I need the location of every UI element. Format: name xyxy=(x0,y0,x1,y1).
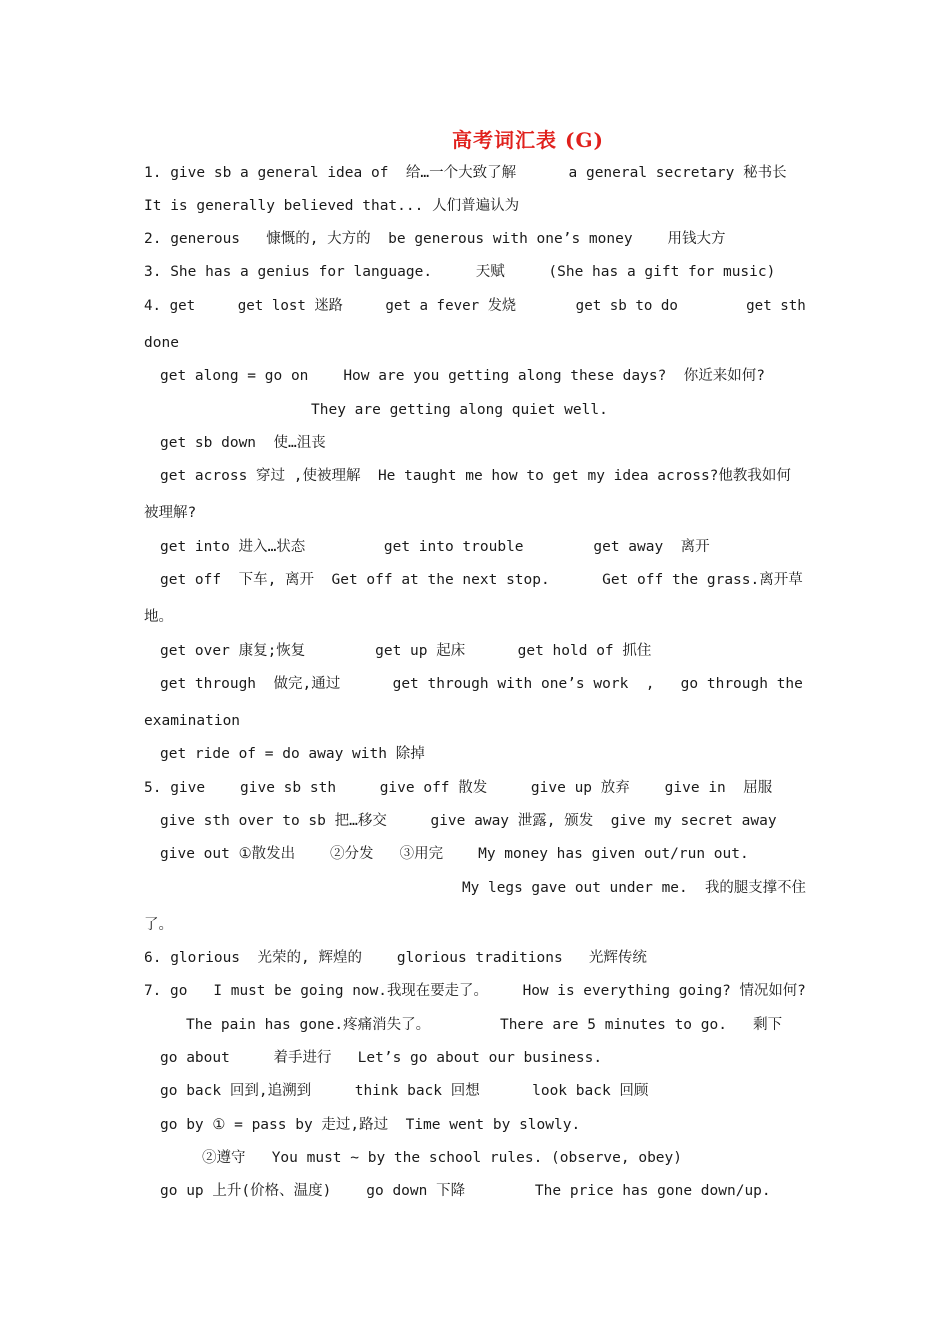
line-14: 地。 xyxy=(144,609,173,625)
line-30: ②遵守 You must ~ by the school rules. (observe, obey) xyxy=(202,1150,682,1166)
line-23: 了。 xyxy=(144,917,173,933)
line-11: 被理解? xyxy=(144,505,197,521)
line-17: examination xyxy=(144,713,241,729)
line-21: give out ①散发出 ②分发 ③用完 My money has given out/run out. xyxy=(160,846,749,862)
line-13: get off 下车, 离开 Get off at the next stop. Get off the grass.离开草 xyxy=(160,572,803,588)
line-15: get over 康复;恢复 get up 起床 get hold of 抓住 xyxy=(160,643,652,659)
page-title: 高考词汇表 (G) xyxy=(452,128,604,152)
line-5: 4. get get lost 迷路 get a fever 发烧 get sb to do get sth xyxy=(144,298,806,314)
line-22: My legs gave out under me. 我的腿支撑不住 xyxy=(462,880,806,896)
line-12: get into 进入…状态 get into trouble get away 离开 xyxy=(160,539,710,555)
line-20: give sth over to sb 把…移交 give away 泄露, 颁发 give my secret away xyxy=(160,813,777,829)
line-24: 6. glorious 光荣的, 辉煌的 glorious traditions 光辉传统 xyxy=(144,950,647,966)
line-26: The pain has gone.疼痛消失了。 There are 5 minutes to go. 剩下 xyxy=(186,1017,783,1033)
line-10: get across 穿过 ,使被理解 He taught me how to get my idea across?他教我如何 xyxy=(160,468,791,484)
line-8: They are getting along quiet well. xyxy=(311,402,608,418)
line-18: get ride of = do away with 除掉 xyxy=(160,746,425,762)
line-6: done xyxy=(144,335,179,351)
line-27: go about 着手进行 Let’s go about our business. xyxy=(160,1050,603,1066)
line-9: get sb down 使…沮丧 xyxy=(160,435,326,451)
line-16: get through 做完,通过 get through with one’s work , go through the xyxy=(160,676,803,692)
line-7: get along = go on How are you getting along these days? 你近来如何? xyxy=(160,368,766,384)
line-25: 7. go I must be going now.我现在要走了。 How is everything going? 情况如何? xyxy=(144,983,806,999)
line-3: 2. generous 慷慨的, 大方的 be generous with one’s money 用钱大方 xyxy=(144,231,726,247)
line-31: go up 上升(价格、温度) go down 下降 The price has gone down/up. xyxy=(160,1183,771,1199)
line-4: 3. She has a genius for language. 天赋 (She has a gift for music) xyxy=(144,264,776,280)
line-1: 1. give sb a general idea of 给…一个大致了解 a general secretary 秘书长 xyxy=(144,165,787,181)
line-29: go by ① = pass by 走过,路过 Time went by slowly. xyxy=(160,1117,581,1133)
line-19: 5. give give sb sth give off 散发 give up 放弃 give in 屈服 xyxy=(144,780,773,796)
line-2: It is generally believed that... 人们普遍认为 xyxy=(144,198,520,214)
line-28: go back 回到,追溯到 think back 回想 look back 回顾 xyxy=(160,1083,649,1099)
